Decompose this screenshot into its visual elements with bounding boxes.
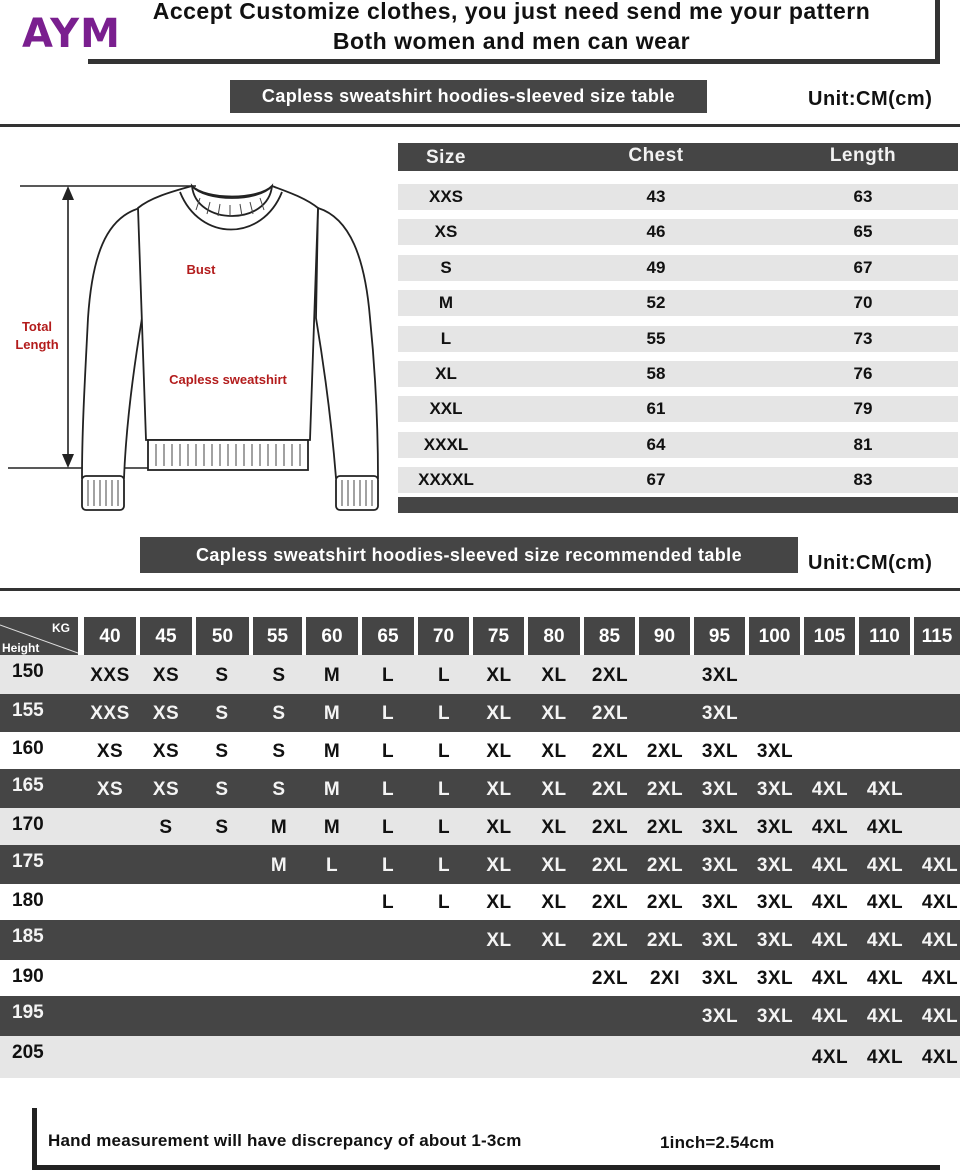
size-recommendation-cell: XL — [486, 703, 512, 724]
size-recommendation-cell: XL — [541, 892, 567, 913]
size-recommendation-cell: XL — [486, 930, 512, 951]
size-recommendation-cell: M — [323, 664, 341, 686]
size-recommendation-cell: XL — [541, 703, 567, 724]
size-recommendation-cell: 2XL — [591, 930, 629, 951]
length-cell: 70 — [853, 293, 873, 313]
size-recommendation-cell: M — [323, 703, 341, 724]
size-recommendation-cell: 4XL — [921, 854, 959, 876]
weight-header-cell: 85 — [584, 617, 635, 655]
height-cell: 160 — [12, 738, 44, 759]
size-recommendation-cell: S — [272, 664, 286, 686]
length-cell: 73 — [853, 328, 873, 348]
size-recommendation-cell: M — [323, 816, 341, 838]
size-recommendation-cell: L — [381, 664, 395, 686]
length-cell: 63 — [853, 187, 873, 206]
size-recommendation-cell: XL — [486, 740, 512, 762]
grid-row — [0, 996, 960, 1036]
size-recommendation-cell: 3XL — [701, 816, 739, 838]
size-table-unit: Unit:CM(cm) — [808, 88, 933, 110]
chest-cell: 52 — [646, 293, 666, 313]
size-recommendation-cell: XS — [152, 664, 180, 686]
weight-header-cell: 90 — [639, 617, 690, 655]
chest-cell: 61 — [646, 399, 666, 419]
size-recommendation-cell: 4XL — [811, 854, 849, 876]
size-row — [398, 255, 958, 281]
size-recommendation-cell: M — [270, 816, 288, 838]
size-recommendation-cell: L — [437, 740, 451, 762]
size-cell: S — [440, 257, 452, 277]
chest-cell: 49 — [646, 257, 666, 277]
size-recommendation-cell: 3XL — [756, 968, 794, 989]
divider-top — [0, 124, 960, 127]
measurement-note: Hand measurement will have discrepancy of about 1-3cm — [48, 1131, 522, 1150]
size-recommendation-cell: 4XL — [811, 816, 849, 838]
header-line-2: Both women and men can wear — [332, 28, 691, 54]
size-recommendation-cell: XXS — [90, 664, 130, 686]
weight-header-cell: 55 — [253, 617, 302, 655]
height-cell: 170 — [12, 814, 44, 835]
size-recommendation-cell: M — [323, 778, 341, 800]
size-row — [398, 361, 958, 387]
size-recommendation-cell: XS — [96, 740, 124, 762]
weight-header-cell: 100 — [749, 617, 800, 655]
size-cell: XXXL — [423, 434, 469, 454]
grid-row — [0, 694, 960, 732]
length-cell: 83 — [853, 470, 873, 490]
size-recommendation-cell: 4XL — [921, 1006, 959, 1027]
size-recommendation-cell: XL — [541, 930, 567, 951]
size-cell: M — [438, 293, 454, 313]
size-recommendation-cell: S — [159, 816, 173, 838]
size-recommendation-cell: S — [272, 778, 286, 800]
size-recommendation-cell: 4XL — [866, 854, 904, 876]
size-row — [398, 396, 958, 422]
size-recommendation-cell: L — [381, 740, 395, 762]
size-row — [398, 290, 958, 316]
size-recommendation-cell: 4XL — [811, 968, 849, 989]
size-recommendation-cell: S — [215, 816, 229, 838]
size-recommendation-cell: 4XL — [811, 892, 849, 913]
size-recommendation-cell: 4XL — [921, 930, 959, 951]
weight-header-cell: 105 — [804, 617, 855, 655]
size-row — [398, 184, 958, 210]
size-recommendation-cell: S — [215, 778, 229, 800]
length-cell: 76 — [853, 364, 873, 383]
size-recommendation-cell: M — [270, 854, 288, 876]
height-cell: 175 — [12, 851, 44, 872]
height-cell: 185 — [12, 926, 44, 947]
size-recommendation-cell: 4XL — [811, 778, 849, 800]
chest-cell: 58 — [646, 364, 666, 383]
size-recommendation-cell: L — [325, 854, 339, 876]
weight-header-cell: 80 — [528, 617, 580, 655]
grid-row — [0, 960, 960, 996]
size-recommendation-cell: 2XL — [646, 854, 684, 876]
size-recommendation-cell: 2XI — [649, 968, 681, 989]
size-row — [398, 326, 958, 352]
size-recommendation-cell: L — [437, 664, 451, 686]
size-recommendation-cell: L — [381, 854, 395, 876]
brand-logo: AYM — [22, 11, 121, 57]
size-recommendation-cell: 3XL — [756, 930, 794, 951]
size-recommendation-cell: 2XL — [646, 778, 684, 800]
size-recommendation-cell: L — [437, 854, 451, 876]
size-cell: L — [440, 328, 452, 348]
grid-corner-cell — [0, 617, 78, 655]
size-recommendation-cell: 4XL — [866, 778, 904, 800]
height-cell: 180 — [12, 890, 44, 911]
grid-row — [0, 884, 960, 920]
size-row — [398, 432, 958, 458]
size-recommendation-cell: 2XL — [591, 816, 629, 838]
height-cell: 150 — [12, 661, 44, 682]
size-recommendation-cell: 4XL — [866, 1047, 904, 1068]
size-recommendation-cell: 4XL — [921, 892, 959, 913]
size-recommendation-cell: XS — [152, 778, 180, 800]
weight-header-cell: 65 — [362, 617, 414, 655]
col-chest-header: Chest — [628, 145, 684, 166]
size-recommendation-cell: 3XL — [701, 892, 739, 913]
size-recommendation-cell: 3XL — [701, 740, 739, 762]
chest-cell: 43 — [646, 187, 666, 206]
size-recommendation-cell: 3XL — [756, 1006, 794, 1027]
size-recommendation-cell: XL — [541, 778, 567, 800]
item-label: Capless sweatshirt — [169, 372, 287, 387]
grid-row — [0, 655, 960, 694]
size-recommendation-cell: XS — [152, 703, 180, 724]
length-cell: 81 — [853, 434, 873, 454]
size-recommendation-cell: M — [323, 740, 341, 762]
size-recommendation-cell: L — [437, 703, 451, 724]
size-recommendation-cell: 2XL — [646, 740, 684, 762]
total-length-label: Total Length — [15, 319, 59, 352]
length-cell: 65 — [853, 222, 873, 242]
size-recommendation-cell: 4XL — [811, 1047, 849, 1068]
size-recommendation-cell: XL — [486, 778, 512, 800]
size-recommendation-cell: S — [272, 703, 286, 724]
corner-kg-label: KG — [52, 621, 70, 635]
size-recommendation-cell: 3XL — [701, 854, 739, 876]
corner-height-label: Height — [2, 641, 40, 655]
arrow-up-icon — [62, 186, 74, 200]
recommended-table-title: Capless sweatshirt hoodies-sleeved size recommended table — [140, 537, 798, 573]
size-recommendation-cell: XL — [486, 816, 512, 838]
size-recommendation-cell: XS — [152, 740, 180, 762]
size-recommendation-cell: 3XL — [701, 968, 739, 989]
size-recommendation-cell: 3XL — [756, 740, 794, 762]
size-recommendation-cell: 2XL — [591, 892, 629, 913]
grid-row — [0, 808, 960, 845]
size-recommendation-cell: S — [215, 703, 229, 724]
size-recommendation-cell: 2XL — [591, 854, 629, 876]
length-cell: 79 — [853, 399, 873, 419]
bust-label: Bust — [186, 262, 216, 277]
size-recommendation-cell: 2XL — [591, 740, 629, 762]
size-cell: XS — [434, 222, 458, 242]
size-recommendation-cell: L — [381, 703, 395, 724]
chest-cell: 46 — [646, 222, 666, 242]
size-recommendation-cell: S — [215, 664, 229, 686]
size-recommendation-cell: 3XL — [701, 703, 739, 724]
weight-header-cell: 95 — [694, 617, 745, 655]
header-banner — [88, 0, 940, 64]
size-recommendation-cell: 2XL — [591, 778, 629, 800]
size-recommendation-cell: L — [381, 892, 395, 913]
size-recommendation-cell: XL — [486, 892, 512, 913]
size-recommendation-cell: XL — [541, 740, 567, 762]
size-recommendation-cell: XXS — [90, 703, 130, 724]
weight-header-cell: 70 — [418, 617, 469, 655]
size-recommendation-cell: 4XL — [866, 930, 904, 951]
size-recommendation-cell: L — [381, 816, 395, 838]
size-recommendation-cell: L — [437, 778, 451, 800]
size-recommendation-cell: 3XL — [701, 1006, 739, 1027]
length-cell: 67 — [853, 257, 873, 277]
recommended-table-unit: Unit:CM(cm) — [808, 552, 933, 574]
col-size-header: Size — [425, 147, 467, 168]
size-row — [398, 467, 958, 493]
size-cell: XXXXL — [418, 470, 474, 490]
size-cell: XL — [435, 364, 457, 383]
height-cell: 205 — [12, 1042, 44, 1063]
header-line-1: Accept Customize clothes, you just need send me your pattern — [152, 0, 871, 24]
size-recommendation-cell: 4XL — [811, 930, 849, 951]
size-recommendation-cell: 3XL — [756, 816, 794, 838]
height-cell: 195 — [12, 1002, 44, 1023]
size-recommendation-cell: 2XL — [591, 703, 629, 724]
size-recommendation-cell: 4XL — [866, 968, 904, 989]
size-recommendation-cell: 3XL — [756, 892, 794, 913]
weight-header-cell: 40 — [84, 617, 136, 655]
size-recommendation-cell: 2XL — [646, 816, 684, 838]
size-recommendation-cell: L — [437, 892, 451, 913]
weight-header-cell: 110 — [859, 617, 910, 655]
size-table-title: Capless sweatshirt hoodies-sleeved size table — [230, 80, 707, 113]
size-recommendation-cell: 4XL — [921, 968, 959, 989]
size-recommendation-cell: 4XL — [866, 892, 904, 913]
divider-middle — [0, 588, 960, 591]
grid-row — [0, 769, 960, 808]
col-length-header: Length — [829, 145, 897, 166]
weight-header-cell: 45 — [140, 617, 192, 655]
size-recommendation-cell: 4XL — [921, 1047, 959, 1068]
size-recommendation-cell: L — [437, 816, 451, 838]
size-recommendation-cell: 4XL — [866, 816, 904, 838]
size-recommendation-cell: XL — [541, 816, 567, 838]
size-recommendation-cell: XL — [541, 664, 567, 686]
chest-cell: 67 — [646, 470, 666, 490]
height-cell: 190 — [12, 966, 44, 987]
size-recommendation-cell: XL — [486, 854, 512, 876]
size-recommendation-cell: 2XL — [646, 892, 684, 913]
size-recommendation-cell: XL — [486, 664, 512, 686]
grid-row — [0, 732, 960, 769]
chest-cell: 64 — [646, 434, 666, 454]
size-recommendation-cell: 2XL — [646, 930, 684, 951]
weight-header-cell: 60 — [306, 617, 358, 655]
size-recommendation-cell: 3XL — [756, 854, 794, 876]
grid-row — [0, 920, 960, 960]
size-table-header — [398, 143, 958, 171]
height-cell: 165 — [12, 775, 44, 796]
size-recommendation-cell: 3XL — [756, 778, 794, 800]
size-recommendation-cell: 3XL — [701, 664, 739, 686]
grid-row — [0, 1036, 960, 1078]
size-cell: XXL — [429, 399, 463, 419]
size-table-footer-bar — [398, 497, 958, 513]
size-recommendation-cell: 4XL — [866, 1006, 904, 1027]
size-recommendation-cell: 2XL — [591, 968, 629, 989]
size-row — [398, 219, 958, 245]
size-recommendation-cell: S — [215, 740, 229, 762]
size-cell: XXS — [428, 187, 464, 206]
chest-cell: 55 — [646, 328, 666, 348]
weight-header-cell: 50 — [196, 617, 249, 655]
height-cell: 155 — [12, 700, 44, 721]
size-recommendation-cell: 3XL — [701, 778, 739, 800]
size-recommendation-cell: XL — [541, 854, 567, 876]
arrow-down-icon — [62, 454, 74, 468]
size-recommendation-cell: S — [272, 740, 286, 762]
inch-conversion: 1inch=2.54cm — [660, 1133, 775, 1152]
size-recommendation-cell: 4XL — [811, 1006, 849, 1027]
size-recommendation-cell: XS — [96, 778, 124, 800]
weight-header-cell: 115 — [914, 617, 960, 655]
size-recommendation-cell: 2XL — [591, 664, 629, 686]
grid-row — [0, 845, 960, 884]
size-recommendation-cell: 3XL — [701, 930, 739, 951]
weight-header-cell: 75 — [473, 617, 524, 655]
size-recommendation-cell: L — [381, 778, 395, 800]
